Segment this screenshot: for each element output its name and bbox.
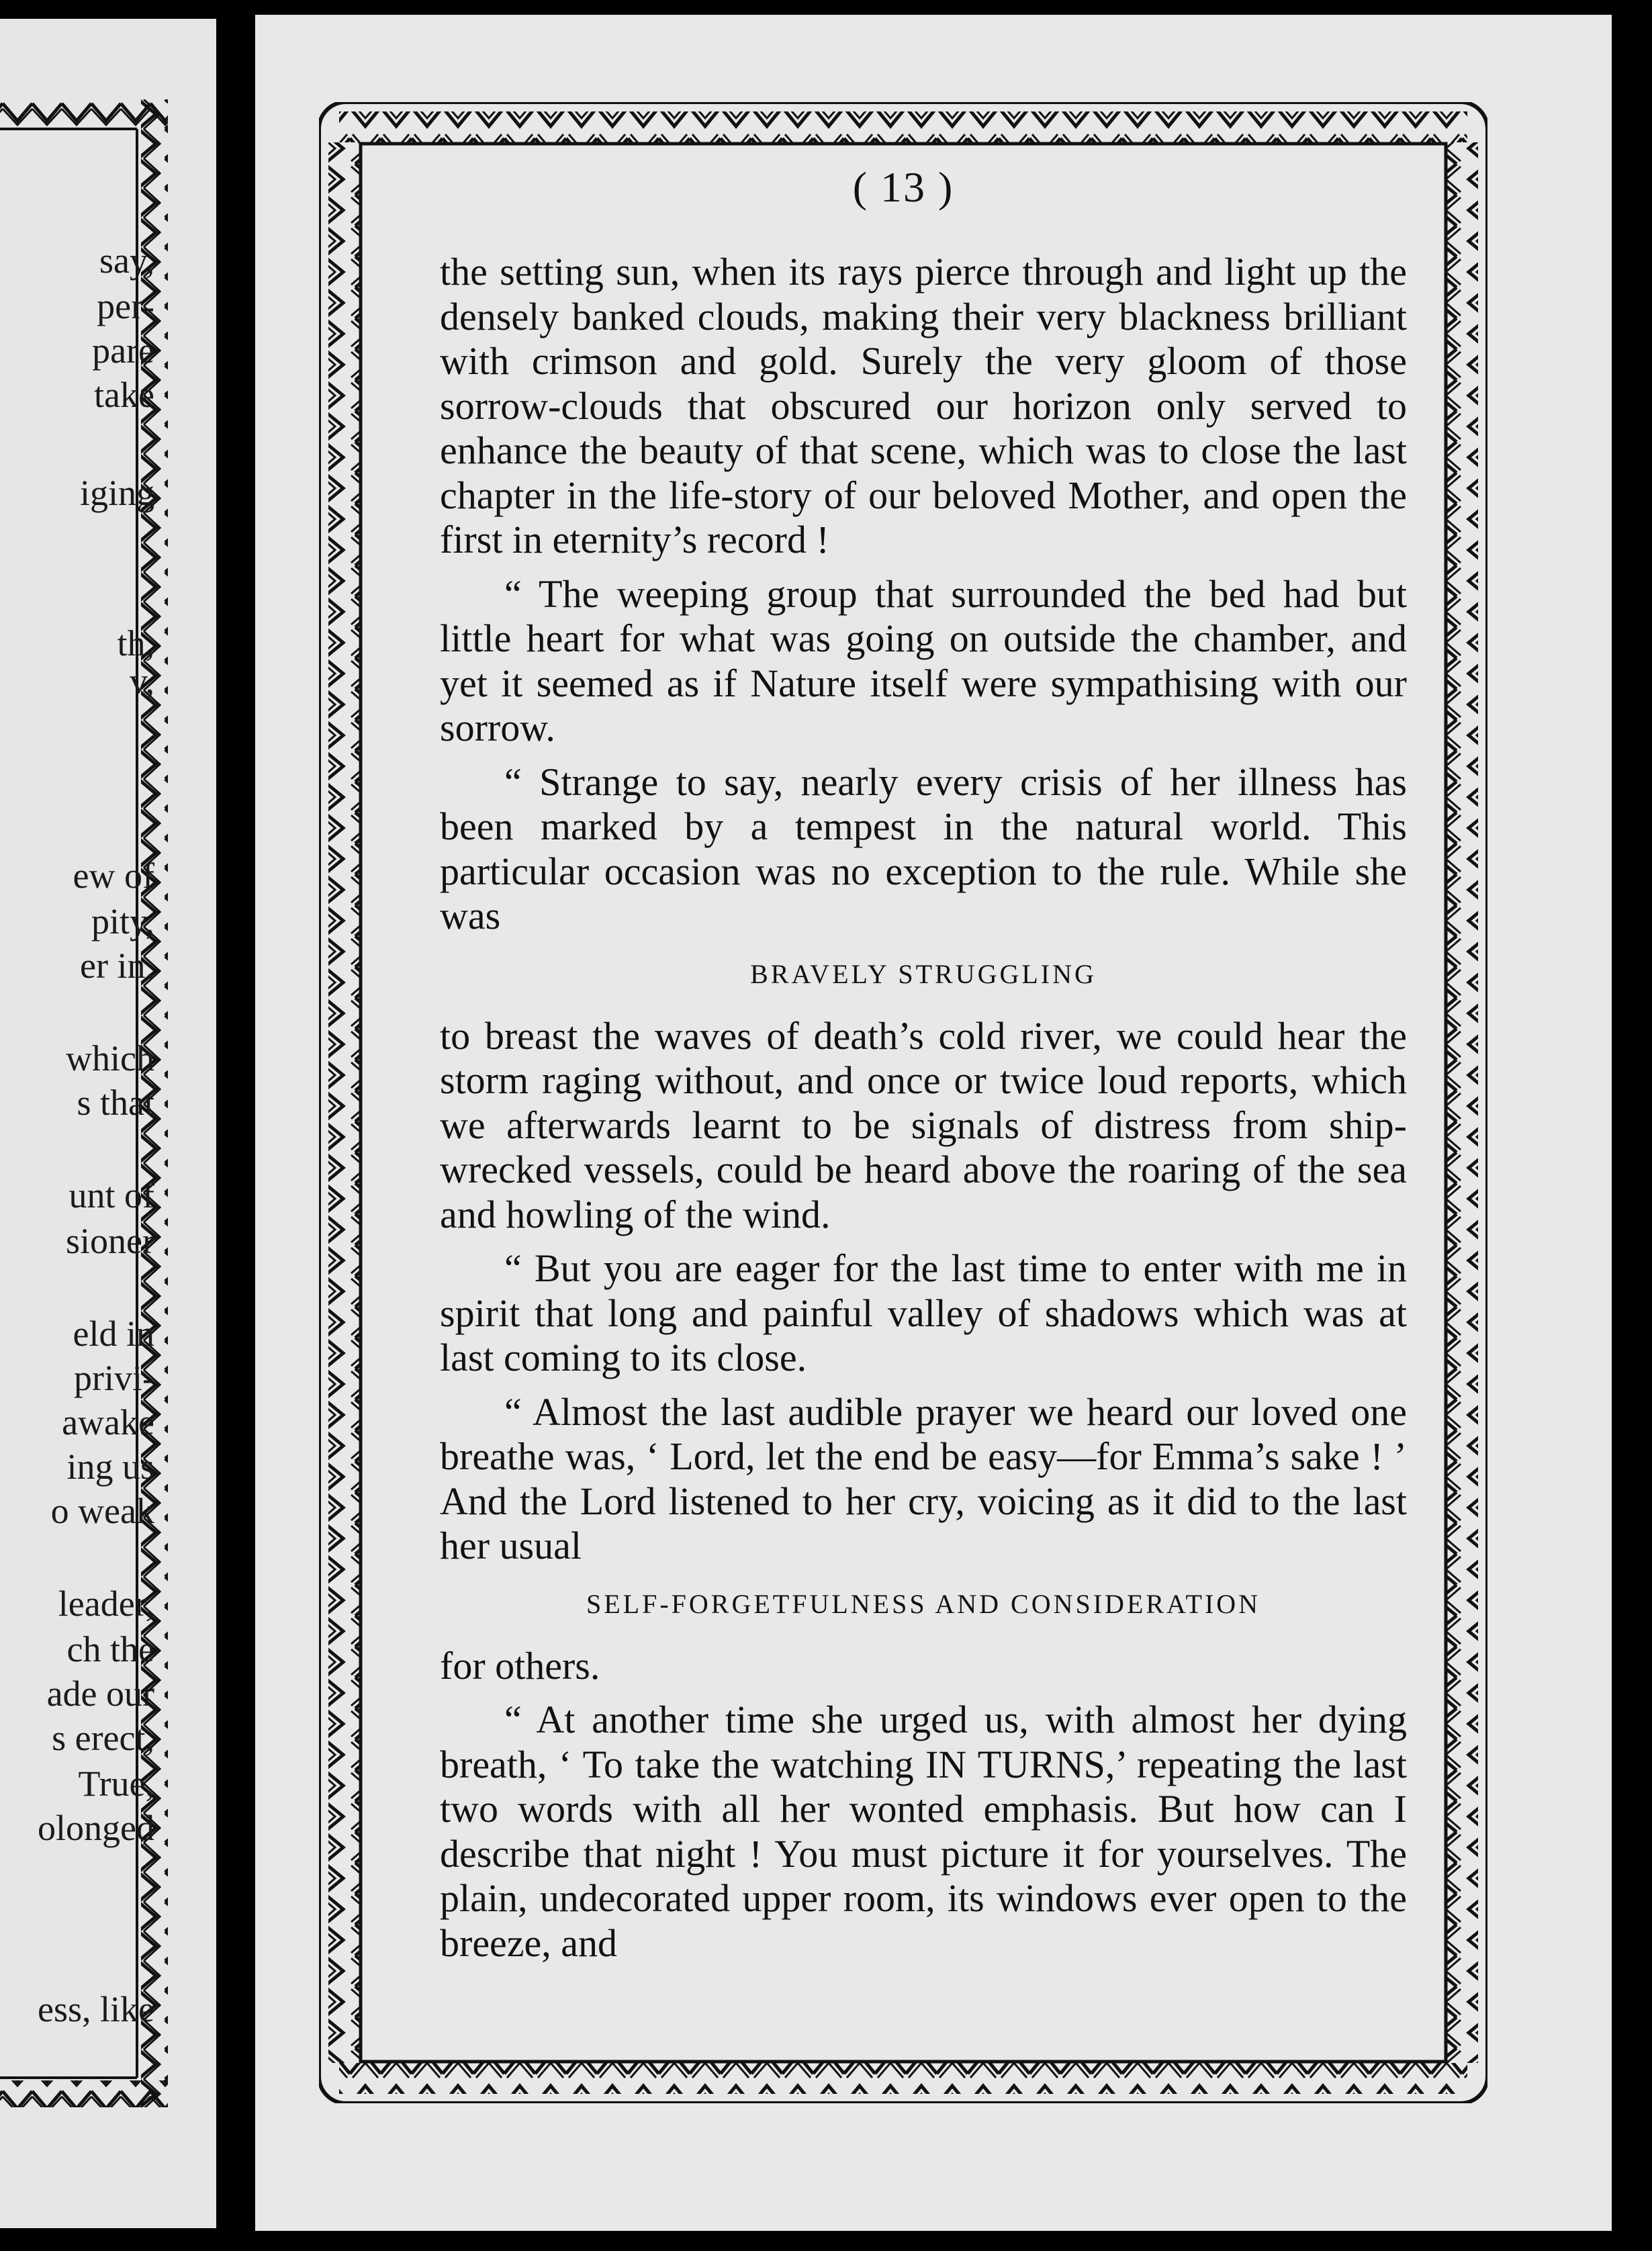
text-line: ade our bbox=[46, 1673, 154, 1714]
text-line: v, bbox=[130, 661, 154, 701]
text-line: unt of bbox=[68, 1175, 154, 1215]
text-line: per- bbox=[97, 286, 154, 326]
text-line: privi- bbox=[74, 1358, 154, 1398]
text-line: ing us bbox=[66, 1446, 154, 1487]
page-body bbox=[440, 250, 1407, 1966]
text-line: eld in bbox=[73, 1314, 154, 1354]
paragraph: the setting sun, when its rays pierce through and light up the densely banked clouds, making their very blackness brilliant with crimson and gold. Surely the very gloom of those sorrow-clouds that obscured our horizon only served to enhance the beauty of that scene, which was to close the last chapter in the life-story of our beloved Mother, and open the first in eternity’s record ! bbox=[440, 250, 1407, 561]
text-line: ew of bbox=[73, 856, 154, 896]
text-line: ess, like bbox=[38, 1989, 154, 2029]
paragraph: “ At another time she urged us, with almost her dying breath, ‘ To take the watching IN TURNS,’ repeating the last two words with all her wonted emphasis. But how can I describe that night ! You must picture it for yourselves. The plain, undecorated upper room, its windows ever open to the breeze, and bbox=[440, 1698, 1407, 1965]
section-heading: BRAVELY STRUGGLING bbox=[750, 958, 1097, 989]
text-line: awake bbox=[62, 1402, 154, 1442]
text-line: ch the bbox=[66, 1629, 154, 1669]
text-line: pare bbox=[92, 330, 154, 371]
page-frame bbox=[319, 102, 1487, 2103]
paragraph: to breast the waves of death’s cold river, we could hear the storm raging without, and once or twice loud reports, which we afterwards learnt to be signals of distress from ship-wrecked vessels, could be heard above the roaring of the sea and howling of the wind. bbox=[440, 1013, 1407, 1236]
paragraph: “ Strange to say, nearly every crisis of her illness has been marked by a tempest in the natural world. This particular occasion was no exception to the rule. While she was bbox=[440, 760, 1407, 937]
page-gutter bbox=[216, 0, 255, 2251]
current-page bbox=[255, 15, 1612, 2231]
text-line: er in. bbox=[80, 946, 154, 986]
page-number: ( 13 ) bbox=[852, 163, 954, 211]
text-line: th, bbox=[117, 623, 154, 663]
previous-page-fragment bbox=[0, 19, 216, 2228]
paragraph: “ But you are eager for the last time to enter with me in spirit that long and painful valley of shadows which was at last coming to its close. bbox=[440, 1246, 1407, 1379]
section-heading: SELF-FORGETFULNESS AND CONSIDERATION bbox=[586, 1588, 1261, 1619]
text-line: iging bbox=[79, 473, 154, 513]
text-line: o weak bbox=[50, 1491, 154, 1531]
paragraph: for others. bbox=[440, 1643, 600, 1688]
text-line: which bbox=[66, 1038, 154, 1078]
page-edge-shadow bbox=[1612, 0, 1652, 2251]
text-line: pity, bbox=[91, 901, 154, 941]
text-line: True, bbox=[78, 1763, 154, 1804]
text-line: olonged bbox=[38, 1808, 154, 1848]
text-line: s erect, bbox=[52, 1718, 154, 1758]
paragraph: “ Almost the last audible prayer we heard our loved one breathe was, ‘ Lord, let the end be easy—for Emma’s sake ! ’ And the Lord listened to her cry, voicing as it did to the last her usual bbox=[440, 1389, 1407, 1567]
text-line: s that bbox=[77, 1083, 154, 1123]
paragraph: “ The weeping group that surrounded the bed had but little heart for what was going on outside the chamber, and yet it seemed as if Nature itself were sympathising with our sorrow. bbox=[440, 571, 1407, 749]
text-line: leader, bbox=[58, 1583, 154, 1624]
text-line: take bbox=[94, 375, 154, 415]
text-line: sioner bbox=[66, 1221, 154, 1261]
text-line: say, bbox=[99, 240, 154, 281]
